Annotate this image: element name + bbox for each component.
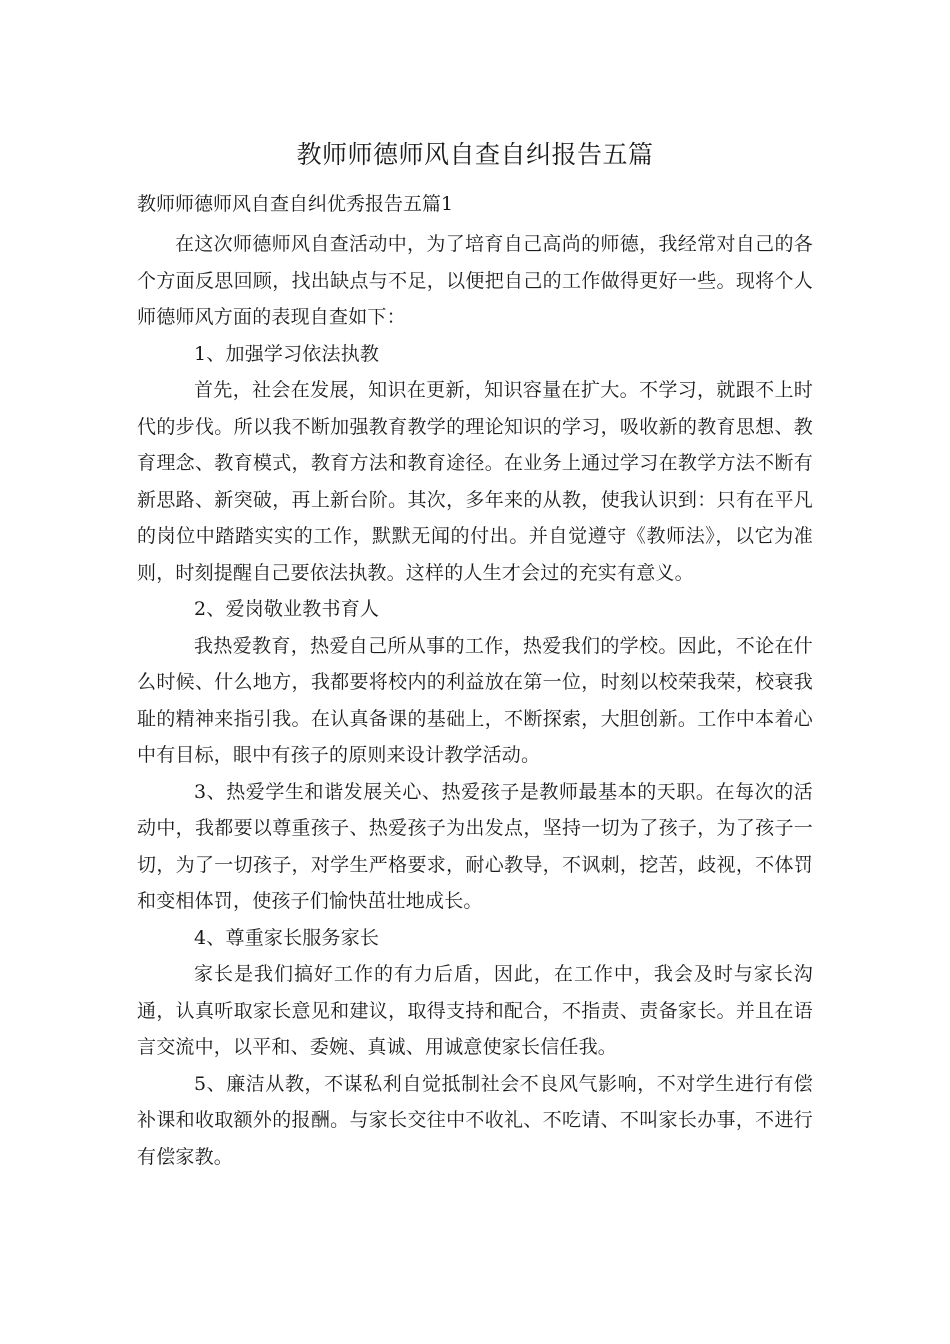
paragraph-section-5: 5、廉洁从教，不谋私利自觉抵制社会不良风气影响，不对学生进行有偿补课和收取额外的报酬。与家长交往中不收礼、不吃请、不叫家长办事，不进行有偿家教。: [137, 1072, 813, 1168]
section-heading-2: 2、爱岗敬业教书育人: [194, 598, 380, 620]
document-subtitle: 教师师德师风自查自纠优秀报告五篇1: [137, 193, 454, 215]
paragraph-intro: 在这次师德师风自查活动中，为了培育自己高尚的师德，我经常对自己的各个方面反思回顾，找出缺点与不足，以便把自己的工作做得更好一些。现将个人师德师风方面的表现自查如下：: [137, 233, 813, 328]
paragraph-section-2: 我热爱教育，热爱自己所从事的工作，热爱我们的学校。因此，不论在什么时候、什么地方，我都要将校内的利益放在第一位，时刻以校荣我荣，校衰我耻的精神来指引我。在认真备课的基础上，不断探索，大胆创新。工作中本着心中有目标，眼中有孩子的原则来设计教学活动。: [137, 634, 813, 766]
paragraph-section-4: 家长是我们搞好工作的有力后盾，因此，在工作中，我会及时与家长沟通，认真听取家长意见和建议，取得支持和配合，不指责、责备家长。并且在语言交流中，以平和、委婉、真诚、用诚意使家长信任我。: [137, 963, 813, 1058]
paragraph-section-3: 3、热爱学生和谐发展关心、热爱孩子是教师最基本的天职。在每次的活动中，我都要以尊重孩子、热爱孩子为出发点，坚持一切为了孩子，为了孩子一切，为了一切孩子，对学生严格要求，耐心教导，不讽刺，挖苦，歧视，不体罚和变相体罚，使孩子们愉快茁壮地成长。: [137, 780, 813, 912]
document-body: [137, 226, 813, 1175]
section-heading-4: 4、尊重家长服务家长: [194, 926, 380, 949]
document-title: 教师师德师风自查自纠报告五篇: [296, 140, 654, 169]
paragraph-section-1: 首先，社会在发展，知识在更新，知识容量在扩大。不学习，就跟不上时代的步伐。所以我不断加强教育教学的理论知识的学习，吸收新的教育思想、教育理念、教育模式，教育方法和教育途径。在业务上通过学习在教学方法不断有新思路、新突破，再上新台阶。其次，多年来的从教，使我认识到：只有在平凡的岗位中踏踏实实的工作，默默无闻的付出。并自觉遵守《教师法》，以它为准则，时刻提醒自己要依法执教。这样的人生才会过的充实有意义。: [137, 379, 813, 584]
section-heading-1: 1、加强学习依法执教: [194, 342, 380, 365]
